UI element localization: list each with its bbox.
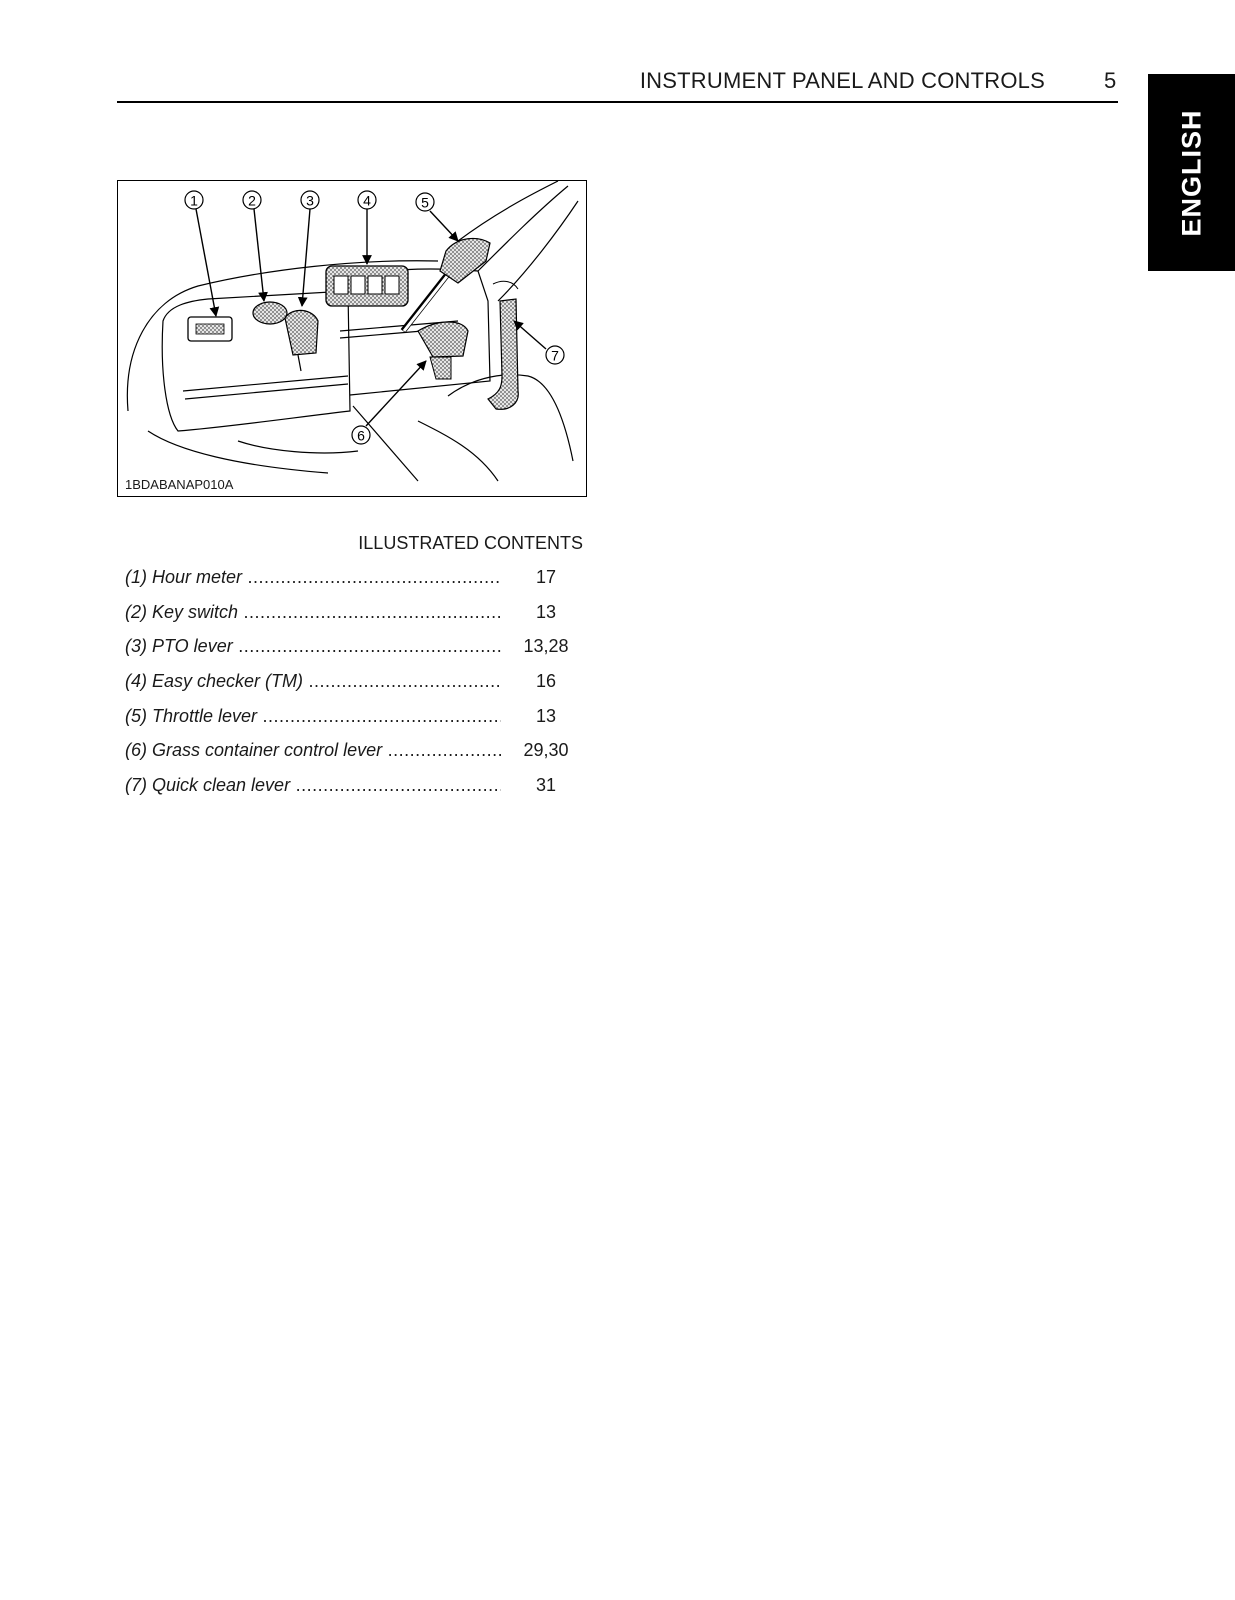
language-tab xyxy=(1148,74,1235,271)
svg-text:5: 5 xyxy=(421,194,429,211)
list-item xyxy=(125,600,585,635)
item-pages: 13 xyxy=(535,601,557,622)
contents-heading: ILLUSTRATED CONTENTS xyxy=(358,533,583,553)
svg-text:7: 7 xyxy=(551,347,559,364)
list-item xyxy=(125,634,585,669)
item-pages: 13,28 xyxy=(523,636,569,657)
list-item xyxy=(125,738,585,773)
item-label: (4) Easy checker (TM) ..... xyxy=(125,669,501,693)
svg-text:6: 6 xyxy=(357,427,365,444)
page-number: 5 xyxy=(1104,68,1117,93)
contents-list xyxy=(125,565,585,808)
language-tab-label: ENGLISH xyxy=(1176,108,1206,237)
svg-text:2: 2 xyxy=(248,192,256,209)
callout-2 xyxy=(243,191,261,209)
svg-text:3: 3 xyxy=(306,192,314,209)
instrument-panel-illustration xyxy=(118,181,587,497)
item-label: (2) Key switch ..... xyxy=(125,600,501,624)
callout-3 xyxy=(301,191,319,209)
section-title: INSTRUMENT PANEL AND CONTROLS xyxy=(639,68,1045,93)
list-item xyxy=(125,565,585,600)
svg-text:4: 4 xyxy=(363,192,371,209)
instrument-panel-figure xyxy=(117,180,587,497)
list-item xyxy=(125,773,585,808)
callout-6 xyxy=(352,426,370,444)
callout-1 xyxy=(185,191,203,209)
list-item xyxy=(125,669,585,704)
item-label: (5) Throttle lever ..... xyxy=(125,704,501,728)
callout-7 xyxy=(546,346,564,364)
item-pages: 31 xyxy=(535,775,557,796)
item-pages: 17 xyxy=(535,567,557,587)
callout-4 xyxy=(358,191,376,209)
header-divider xyxy=(117,101,1118,103)
item-label: (3) PTO lever ..... xyxy=(125,634,501,658)
figure-image-id: 1BDABANAP010A xyxy=(125,477,234,492)
item-pages: 29,30 xyxy=(523,740,569,761)
item-pages: 16 xyxy=(535,671,557,692)
svg-text:1: 1 xyxy=(190,192,198,209)
list-item xyxy=(125,704,585,739)
callout-5 xyxy=(416,193,434,211)
item-label: (7) Quick clean lever ..... xyxy=(125,773,501,797)
item-label: (1) Hour meter ..... xyxy=(125,565,501,589)
item-label: (6) Grass container control lever ..... xyxy=(125,738,501,762)
item-pages: 13 xyxy=(535,705,557,726)
